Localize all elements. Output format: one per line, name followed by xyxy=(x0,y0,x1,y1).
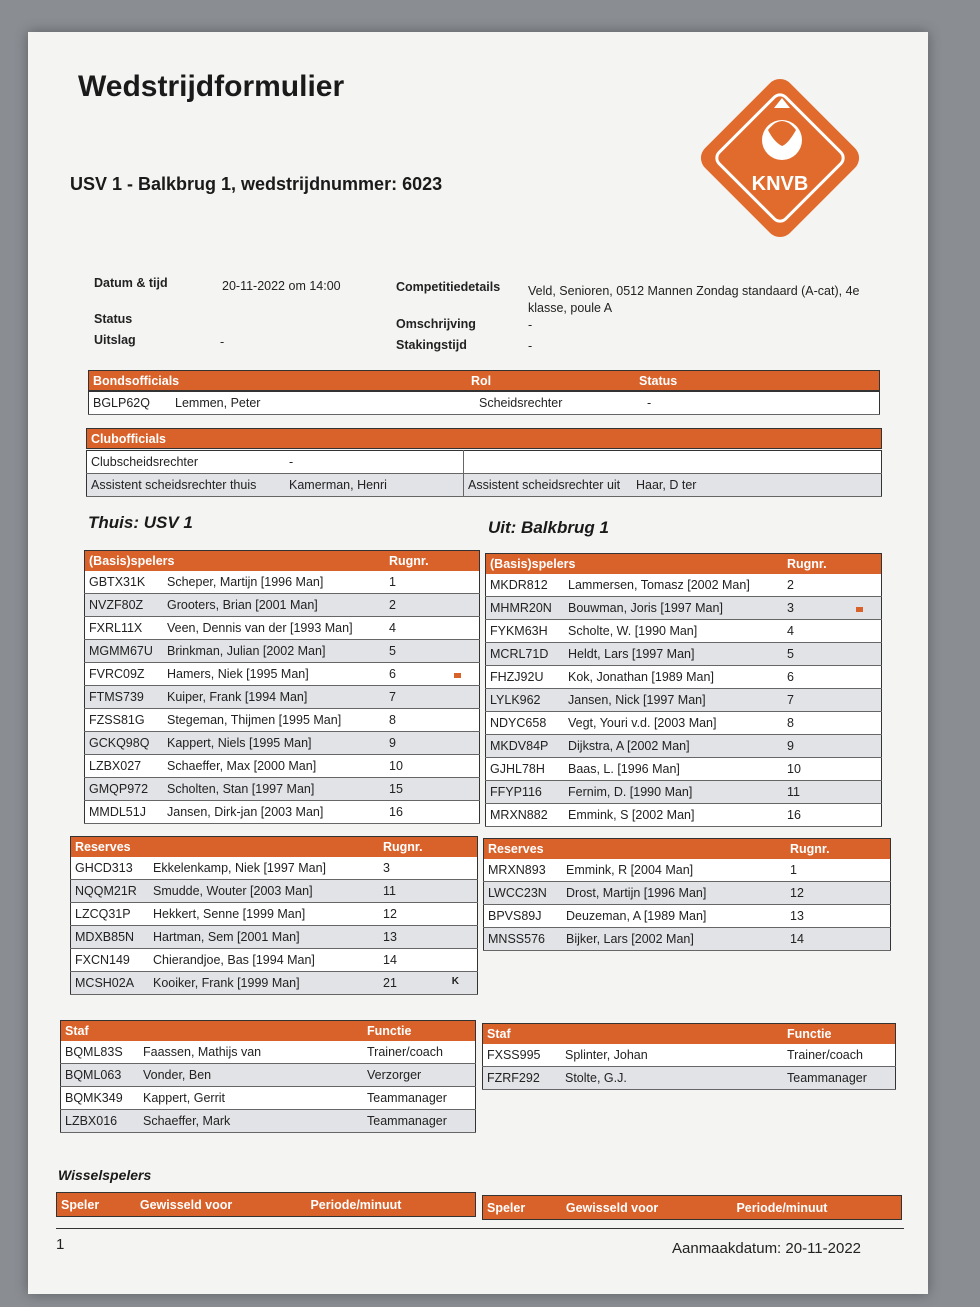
player-code: FTMS739 xyxy=(85,685,164,708)
player-name: Scholten, Stan [1997 Man] xyxy=(163,777,385,800)
shirt-number: 6 xyxy=(783,665,882,688)
home-heading: Thuis: USV 1 xyxy=(88,513,193,532)
shirt-number: 4 xyxy=(385,616,480,639)
away-players-table xyxy=(485,553,882,827)
player-name: Bijker, Lars [2002 Man] xyxy=(562,927,786,950)
home-players-table xyxy=(84,550,480,824)
table-row xyxy=(71,925,478,948)
player-code: BPVS89J xyxy=(484,904,563,927)
table-row xyxy=(484,927,891,950)
table-row xyxy=(71,857,478,880)
player-code: GMQP972 xyxy=(85,777,164,800)
table-row xyxy=(486,734,882,757)
table-row xyxy=(85,800,480,823)
player-code: GCKQ98Q xyxy=(85,731,164,754)
official-code: BGLP62Q xyxy=(89,392,172,415)
shirt-number: 8 xyxy=(385,708,480,731)
table-row xyxy=(486,596,882,619)
table-row xyxy=(85,708,480,731)
player-code: FYKM63H xyxy=(486,619,565,642)
rol-header: Rol xyxy=(471,373,492,388)
player-code: BQML83S xyxy=(61,1041,140,1064)
table-row xyxy=(61,1086,476,1109)
player-code: FXCN149 xyxy=(71,948,150,971)
player-code: LWCC23N xyxy=(484,881,563,904)
ass-uit-value: Haar, D ter xyxy=(632,474,882,497)
bondsofficials-table xyxy=(88,370,880,391)
home-wissel-speler: Speler xyxy=(61,1197,100,1212)
shirt-number: 21 K xyxy=(379,971,478,994)
player-name: Jansen, Nick [1997 Man] xyxy=(564,688,783,711)
shirt-number: 11 xyxy=(783,780,882,803)
wissel-heading: Wisselspelers xyxy=(58,1167,152,1183)
footer-divider xyxy=(56,1228,904,1229)
player-name: Kappert, Gerrit xyxy=(139,1086,363,1109)
shirt-number: 9 xyxy=(783,734,882,757)
player-code: FFYP116 xyxy=(486,780,565,803)
table-row xyxy=(85,616,480,639)
table-row xyxy=(484,859,891,882)
status-header: Status xyxy=(639,373,678,388)
player-name: Bouwman, Joris [1997 Man] xyxy=(564,596,783,619)
player-name: Lammersen, Tomasz [2002 Man] xyxy=(564,574,783,597)
player-name: Dijkstra, A [2002 Man] xyxy=(564,734,783,757)
staking-value: - xyxy=(528,339,533,353)
clubofficials-table xyxy=(86,450,882,497)
staff-function: Verzorger xyxy=(363,1063,476,1086)
home-functie-header: Functie xyxy=(367,1023,412,1038)
competitie-value: Veld, Senioren, 0512 Mannen Zondag standaard (A-cat), 4e klasse, poule A xyxy=(528,284,860,315)
shirt-number: 1 xyxy=(786,859,891,882)
yellow-card-icon xyxy=(454,667,461,681)
page-title: Wedstrijdformulier xyxy=(78,70,345,103)
staff-function: Trainer/coach xyxy=(783,1044,896,1067)
home-reserves-header: Reserves xyxy=(75,839,131,854)
player-code: LZBX016 xyxy=(61,1109,140,1132)
player-name: Schaeffer, Max [2000 Man] xyxy=(163,754,385,777)
table-row xyxy=(484,904,891,927)
official-rol: Scheidsrechter xyxy=(475,392,643,415)
home-staf-table xyxy=(60,1020,476,1133)
table-row xyxy=(486,780,882,803)
player-code: MRXN882 xyxy=(486,803,565,826)
shirt-number: 10 xyxy=(385,754,480,777)
player-name: Smudde, Wouter [2003 Man] xyxy=(149,879,379,902)
away-rug-header: Rugnr. xyxy=(787,556,827,571)
staff-function: Teammanager xyxy=(363,1109,476,1132)
uitslag-value: - xyxy=(220,335,225,349)
clubscheids-value: - xyxy=(285,451,464,474)
clubofficials-header: Clubofficials xyxy=(91,431,167,446)
table-row xyxy=(71,879,478,902)
official-status: - xyxy=(643,392,880,415)
away-reserves-rug-header: Rugnr. xyxy=(790,841,830,856)
home-wissel-periode: Periode/minuut xyxy=(310,1197,402,1212)
player-name: Brinkman, Julian [2002 Man] xyxy=(163,639,385,662)
table-row xyxy=(85,639,480,662)
shirt-number: 15 xyxy=(385,777,480,800)
away-functie-header: Functie xyxy=(787,1026,832,1041)
clubscheids-label: Clubscheidsrechter xyxy=(87,451,286,474)
table-row xyxy=(61,1109,476,1132)
player-code: FZSS81G xyxy=(85,708,164,731)
player-code: MCSH02A xyxy=(71,971,150,994)
away-heading: Uit: Balkbrug 1 xyxy=(488,518,609,537)
shirt-number: 16 xyxy=(385,800,480,823)
player-code: GBTX31K xyxy=(85,571,164,594)
player-code: FXSS995 xyxy=(483,1044,562,1067)
player-code: NVZF80Z xyxy=(85,593,164,616)
shirt-number: 7 xyxy=(783,688,882,711)
player-code: MDXB85N xyxy=(71,925,150,948)
logo-text: KNVB xyxy=(751,173,809,195)
player-code: MNSS576 xyxy=(484,927,563,950)
table-row xyxy=(85,571,480,594)
table-row xyxy=(486,619,882,642)
player-name: Kok, Jonathan [1989 Man] xyxy=(564,665,783,688)
player-code: FZRF292 xyxy=(483,1066,562,1089)
shirt-number: 11 xyxy=(379,879,478,902)
table-row xyxy=(61,1063,476,1086)
shirt-number: 3 xyxy=(783,596,882,619)
table-row xyxy=(85,777,480,800)
yellow-card-icon xyxy=(856,601,863,615)
shirt-number: 10 xyxy=(783,757,882,780)
player-name: Kappert, Niels [1995 Man] xyxy=(163,731,385,754)
shirt-number: 12 xyxy=(379,902,478,925)
shirt-number: 5 xyxy=(385,639,480,662)
player-code: NDYC658 xyxy=(486,711,565,734)
player-name: Hekkert, Senne [1999 Man] xyxy=(149,902,379,925)
table-row xyxy=(486,642,882,665)
player-code: MRXN893 xyxy=(484,859,563,882)
shirt-number: 16 xyxy=(783,803,882,826)
player-code: MMDL51J xyxy=(85,800,164,823)
player-code: GJHL78H xyxy=(486,757,565,780)
player-code: GHCD313 xyxy=(71,857,150,880)
away-basis-header: (Basis)spelers xyxy=(490,556,576,571)
away-staf-table xyxy=(482,1023,896,1090)
table-row xyxy=(484,881,891,904)
clubofficials-header-table xyxy=(86,428,882,449)
shirt-number: 13 xyxy=(786,904,891,927)
player-name: Stolte, G.J. xyxy=(561,1066,783,1089)
away-wissel-speler: Speler xyxy=(487,1200,526,1215)
home-rug-header: Rugnr. xyxy=(389,553,429,568)
shirt-number: 9 xyxy=(385,731,480,754)
table-row xyxy=(61,1041,476,1064)
omschrijving-label: Omschrijving xyxy=(396,317,476,331)
home-wissel-table xyxy=(56,1192,476,1217)
home-wissel-gewisseld: Gewisseld voor xyxy=(139,1197,233,1212)
away-wissel-table xyxy=(482,1195,902,1220)
knvb-logo xyxy=(690,68,870,248)
shirt-number: 12 xyxy=(786,881,891,904)
player-name: Fernim, D. [1990 Man] xyxy=(564,780,783,803)
table-row xyxy=(486,803,882,826)
player-name: Grooters, Brian [2001 Man] xyxy=(163,593,385,616)
staff-function: Teammanager xyxy=(783,1066,896,1089)
shirt-number: 6 xyxy=(385,662,480,685)
player-name: Jansen, Dirk-jan [2003 Man] xyxy=(163,800,385,823)
table-row xyxy=(85,593,480,616)
creation-date: Aanmaakdatum: 20-11-2022 xyxy=(672,1240,862,1257)
table-row xyxy=(486,574,882,597)
player-name: Emmink, R [2004 Man] xyxy=(562,859,786,882)
bondsofficials-row xyxy=(88,391,880,415)
player-code: MHMR20N xyxy=(486,596,565,619)
page-number: 1 xyxy=(56,1236,65,1253)
away-wissel-periode: Periode/minuut xyxy=(736,1200,828,1215)
player-name: Vegt, Youri v.d. [2003 Man] xyxy=(564,711,783,734)
home-basis-header: (Basis)spelers xyxy=(89,553,175,568)
player-code: BQMK349 xyxy=(61,1086,140,1109)
player-name: Emmink, S [2002 Man] xyxy=(564,803,783,826)
shirt-number: 14 xyxy=(379,948,478,971)
player-name: Drost, Martijn [1996 Man] xyxy=(562,881,786,904)
table-row xyxy=(486,757,882,780)
shirt-number: 13 xyxy=(379,925,478,948)
player-name: Heldt, Lars [1997 Man] xyxy=(564,642,783,665)
player-name: Stegeman, Thijmen [1995 Man] xyxy=(163,708,385,731)
captain-mark: K xyxy=(451,975,459,987)
player-name: Hamers, Niek [1995 Man] xyxy=(163,662,385,685)
ass-uit-label: Assistent scheidsrechter uit xyxy=(464,474,633,497)
datum-label: Datum & tijd xyxy=(94,276,168,290)
shirt-number: 1 xyxy=(385,571,480,594)
player-name: Ekkelenkamp, Niek [1997 Man] xyxy=(149,857,379,880)
player-name: Baas, L. [1996 Man] xyxy=(564,757,783,780)
competitie-label: Competitiedetails xyxy=(396,280,501,294)
table-row xyxy=(486,711,882,734)
table-row xyxy=(483,1066,896,1089)
shirt-number: 2 xyxy=(385,593,480,616)
home-staf-header: Staf xyxy=(65,1023,89,1038)
player-code: FVRC09Z xyxy=(85,662,164,685)
status-label: Status xyxy=(94,312,133,326)
ass-thuis-label: Assistent scheidsrechter thuis xyxy=(87,474,286,497)
table-row xyxy=(483,1044,896,1067)
staff-function: Trainer/coach xyxy=(363,1041,476,1064)
official-name: Lemmen, Peter xyxy=(171,392,475,415)
player-code: FXRL11X xyxy=(85,616,164,639)
home-reserves-rug-header: Rugnr. xyxy=(383,839,423,854)
table-row xyxy=(71,948,478,971)
table-row xyxy=(85,731,480,754)
player-name: Chierandjoe, Bas [1994 Man] xyxy=(149,948,379,971)
away-reserves-table xyxy=(483,838,891,951)
omschrijving-value: - xyxy=(528,318,533,332)
player-code: LYLK962 xyxy=(486,688,565,711)
shirt-number: 5 xyxy=(783,642,882,665)
player-name: Splinter, Johan xyxy=(561,1044,783,1067)
table-row xyxy=(71,902,478,925)
table-row xyxy=(71,971,478,994)
player-name: Kuiper, Frank [1994 Man] xyxy=(163,685,385,708)
away-staf-header: Staf xyxy=(487,1026,511,1041)
player-name: Veen, Dennis van der [1993 Man] xyxy=(163,616,385,639)
staking-label: Stakingstijd xyxy=(396,338,467,352)
player-code: MGMM67U xyxy=(85,639,164,662)
home-reserves-table xyxy=(70,836,478,995)
bondsofficials-header: Bondsofficials xyxy=(93,373,180,388)
table-row xyxy=(85,685,480,708)
table-row xyxy=(85,754,480,777)
player-name: Vonder, Ben xyxy=(139,1063,363,1086)
away-reserves-header: Reserves xyxy=(488,841,544,856)
player-code: MCRL71D xyxy=(486,642,565,665)
player-code: LZBX027 xyxy=(85,754,164,777)
player-code: MKDR812 xyxy=(486,574,565,597)
shirt-number: 3 xyxy=(379,857,478,880)
shirt-number: 7 xyxy=(385,685,480,708)
player-name: Scheper, Martijn [1996 Man] xyxy=(163,571,385,594)
player-code: NQQM21R xyxy=(71,879,150,902)
shirt-number: 4 xyxy=(783,619,882,642)
player-name: Deuzeman, A [1989 Man] xyxy=(562,904,786,927)
table-row xyxy=(85,662,480,685)
player-code: FHZJ92U xyxy=(486,665,565,688)
away-wissel-gewisseld: Gewisseld voor xyxy=(565,1200,659,1215)
player-code: BQML063 xyxy=(61,1063,140,1086)
uitslag-label: Uitslag xyxy=(94,333,136,347)
shirt-number: 2 xyxy=(783,574,882,597)
player-name: Faassen, Mathijs van xyxy=(139,1041,363,1064)
player-name: Kooiker, Frank [1999 Man] xyxy=(149,971,379,994)
table-row xyxy=(486,665,882,688)
match-title: USV 1 - Balkbrug 1, wedstrijdnummer: 6023 xyxy=(70,174,443,194)
staff-function: Teammanager xyxy=(363,1086,476,1109)
shirt-number: 8 xyxy=(783,711,882,734)
table-row xyxy=(486,688,882,711)
player-code: LZCQ31P xyxy=(71,902,150,925)
datum-value: 20-11-2022 om 14:00 xyxy=(222,279,341,293)
player-name: Scholte, W. [1990 Man] xyxy=(564,619,783,642)
shirt-number: 14 xyxy=(786,927,891,950)
player-name: Schaeffer, Mark xyxy=(139,1109,363,1132)
ass-thuis-value: Kamerman, Henri xyxy=(285,474,464,497)
player-name: Hartman, Sem [2001 Man] xyxy=(149,925,379,948)
player-code: MKDV84P xyxy=(486,734,565,757)
